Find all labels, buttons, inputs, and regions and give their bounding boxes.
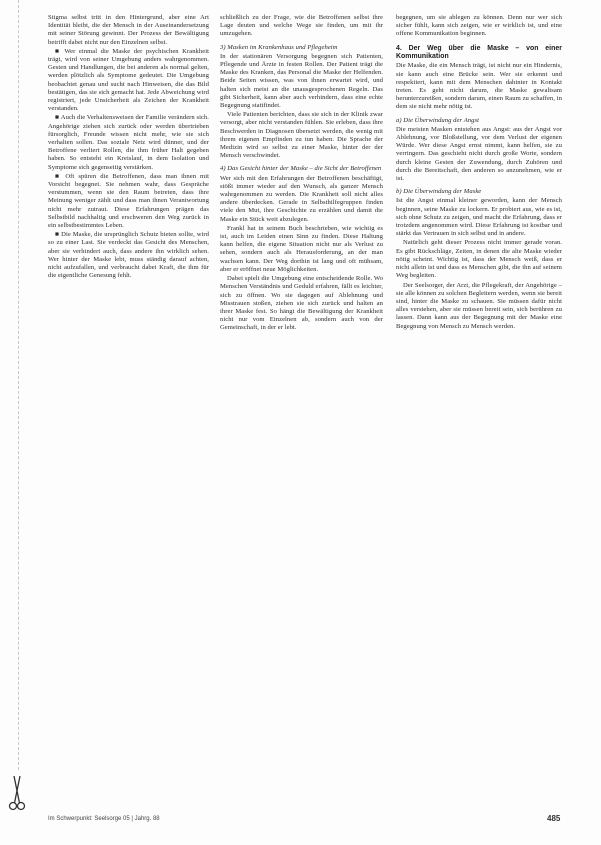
- paragraph: Wer sich mit den Erfahrungen der Betroffenen beschäftigt, stößt immer wieder auf den Wunsch, als ganzer Mensch wahrgenommen zu werden. Die Krankheit soll nicht alles andere überdecken. Gerade in Selbsthilfegruppen finden viele den Mut, ihre Geschichte zu erzählen und damit die Maske ein Stück weit abzulegen.: [220, 174, 383, 223]
- scissors-icon: [8, 770, 26, 814]
- bullet-icon: ■: [55, 231, 62, 239]
- paragraph: Der Seelsorger, der Arzt, die Pflegekraft, der Angehörige – sie alle können zu solchen Begleitern werden, wenn sie bereit sind, hinter die Maske zu schauen. Sie müssen dafür nicht alles verstehen, aber sie müssen bereit sein, sich berühren zu lassen. Dann kann aus der Begegnung mit der Maske eine Begegnung von Mensch zu Mensch werden.: [396, 281, 562, 330]
- section-subheading: 3) Masken im Krankenhaus und Pflegeheim: [220, 43, 338, 51]
- paragraph: ■ Auch die Verhaltensweisen der Familie verändern sich. Angehörige ziehen sich zurück oder werden übertrieben fürsorglich, Freunde wissen nicht mehr, wie sie sich verhalten sollen. Das soziale Netz wird dünner, und der Betroffene verliert Rollen, die ihm früher Halt gegeben haben. So entsteht ein Kreislauf, in dem Isolation und Symptome sich gegenseitig verstärken.: [48, 114, 209, 171]
- section-subheading: a) Die Überwindung der Angst: [396, 116, 479, 124]
- paragraph: Frankl hat in seinem Buch beschrieben, wie wichtig es ist, auch im Leiden einen Sinn zu finden. Diese Haltung kann helfen, die eigene Situation nicht nur als Verlust zu sehen, sondern auch als Herausforderung, an der man wachsen kann. Der Weg dorthin ist lang und oft mühsam, aber er eröffnet neue Möglichkeiten.: [220, 224, 383, 273]
- paragraph: schließlich zu der Frage, wie die Betroffenen selbst ihre Lage deuten und welche Wege sie finden, um mit ihr umzugehen.: [220, 14, 383, 38]
- text-column-3: [396, 14, 562, 809]
- bullet-icon: ■: [55, 114, 61, 122]
- journal-footer: Im Schwerpunkt: Seelsorge 05 | Jahrg. 88: [48, 816, 160, 822]
- paragraph: In der stationären Versorgung begegnen sich Patienten, Pflegende und Ärzte in festen Rollen. Der Patient trägt die Maske des Kranken, das Personal die Maske der Helfenden. Beide Seiten wissen, was von ihnen erwartet wird, und halten sich meist an die unausgesprochenen Regeln. Das gibt Sicherheit, kann aber auch verhindern, dass eine echte Begegnung stattfindet.: [220, 52, 383, 110]
- text-column-1: [48, 14, 209, 809]
- paragraph: Die meisten Masken entstehen aus Angst: aus der Angst vor Ablehnung, vor Bloßstellung, vor dem Verlust der eigenen Würde. Wer diese Angst ernst nimmt, kann helfen, sie zu verringern. Das geschieht nicht durch große Worte, sondern durch kleine Gesten der Zuwendung, durch Zuhören und durch die Bereitschaft, den anderen so anzunehmen, wie er ist.: [396, 125, 562, 183]
- section-subheading: b) Die Überwindung der Maske: [396, 188, 482, 196]
- paragraph: begegnen, um sie ablegen zu können. Denn nur wer sich sicher fühlt, kann sich zeigen, wie er wirklich ist, und eine offene Kommunikation beginnen.: [396, 14, 562, 38]
- bullet-icon: ■: [55, 47, 65, 55]
- bullet-icon: ■: [55, 172, 66, 180]
- paragraph: ■ Wer einmal die Maske der psychischen Krankheit trägt, wird von seiner Umgebung anders wahrgenommen. Gesten und Handlungen, die bei anderen als normal gelten, werden plötzlich als Symptome gedeutet. Die Umgebung beobachtet genau und sucht nach Hinweisen, die das Bild bestätigen, das sie sich gemacht hat. Jede Abweichung wird registriert, jede Unsicherheit als Zeichen der Krankheit verstanden.: [48, 47, 209, 113]
- paragraph: Die Maske, die ein Mensch trägt, ist nicht nur ein Hindernis, sie kann auch eine Brücke sein. Wer sie erkennt und respektiert, kann mit dem Menschen dahinter in Kontakt treten. Es geht nicht darum, die Maske gewaltsam herunterzureißen, sondern darum, einen Raum zu schaffen, in dem sie nicht mehr nötig ist.: [396, 62, 562, 111]
- paragraph: Dabei spielt die Umgebung eine entscheidende Rolle. Wo Menschen Verständnis und Geduld erfahren, fällt es leichter, sich zu öffnen. Wo sie dagegen auf Ablehnung und Misstrauen stoßen, ziehen sie sich zurück und halten an ihrer Maske fest. So hängt die Bewältigung der Krankheit nicht nur vom Einzelnen ab, sondern auch von der Gemeinschaft, in der er lebt.: [220, 275, 383, 332]
- section-heading: 4. Der Weg über die Maske – von einer Kommunikation: [396, 44, 562, 61]
- text-column-2: [220, 14, 383, 809]
- paragraph: Natürlich geht dieser Prozess nicht immer gerade voran. Es gibt Rückschläge, Zeiten, in denen die alte Maske wieder nötig scheint. Wichtig ist, dass der Mensch weiß, dass er nicht allein ist und dass es Menschen gibt, die ihn auf seinem Weg begleiten.: [396, 239, 562, 280]
- paragraph: Ist die Angst einmal kleiner geworden, kann der Mensch beginnen, seine Maske zu lockern. Er probiert aus, wie es ist, sich ohne Schutz zu zeigen, und macht die Erfahrung, dass er trotzdem angenommen wird. Diese Erfahrung ist kostbar und stärkt das Vertrauen in sich selbst und in andere.: [396, 197, 562, 238]
- cut-line: [18, 0, 19, 770]
- section-subheading: 4) Das Gesicht hinter der Maske – die Sicht der Betroffenen: [220, 165, 382, 173]
- paragraph: Viele Patienten berichten, dass sie sich in der Klinik zwar versorgt, aber nicht verstanden fühlen. Sie erleben, dass ihre Beschwerden in Diagnosen übersetzt werden, die wenig mit ihrem eigenen Empfinden zu tun haben. Die Sprache der Medizin wird so selbst zu einer Maske, hinter der der Mensch verschwindet.: [220, 111, 383, 160]
- page-number: 485: [547, 814, 561, 823]
- paragraph: ■ Oft spüren die Betroffenen, dass man ihnen mit Vorsicht begegnet. Sie nehmen wahr, dass Gespräche verstummen, wenn sie den Raum betreten, dass ihre Meinung weniger zählt und dass man ihnen Verantwortung nicht mehr zutraut. Diese Erfahrungen prägen das Selbstbild nachhaltig und erschweren den Weg zurück in ein selbstbestimmtes Leben.: [48, 172, 209, 230]
- paragraph: ■ Die Maske, die ursprünglich Schutz bieten sollte, wird so zu einer Last. Sie verdeckt das Gesicht des Menschen, aber sie verhindert auch, dass andere ihn wirklich sehen. Wer hinter der Maske lebt, muss ständig darauf achten, nicht aufzufallen, und verbraucht dabei Kraft, die ihm für die eigentliche Genesung fehlt.: [48, 231, 209, 280]
- paragraph: Stigma selbst tritt in den Hintergrund, aber eine Art Identität bleibt, die der Mensch in der Auseinandersetzung mit seiner Störung gewinnt. Der Prozess der Bewältigung betrifft dabei nicht nur den Einzelnen selbst.: [48, 14, 209, 46]
